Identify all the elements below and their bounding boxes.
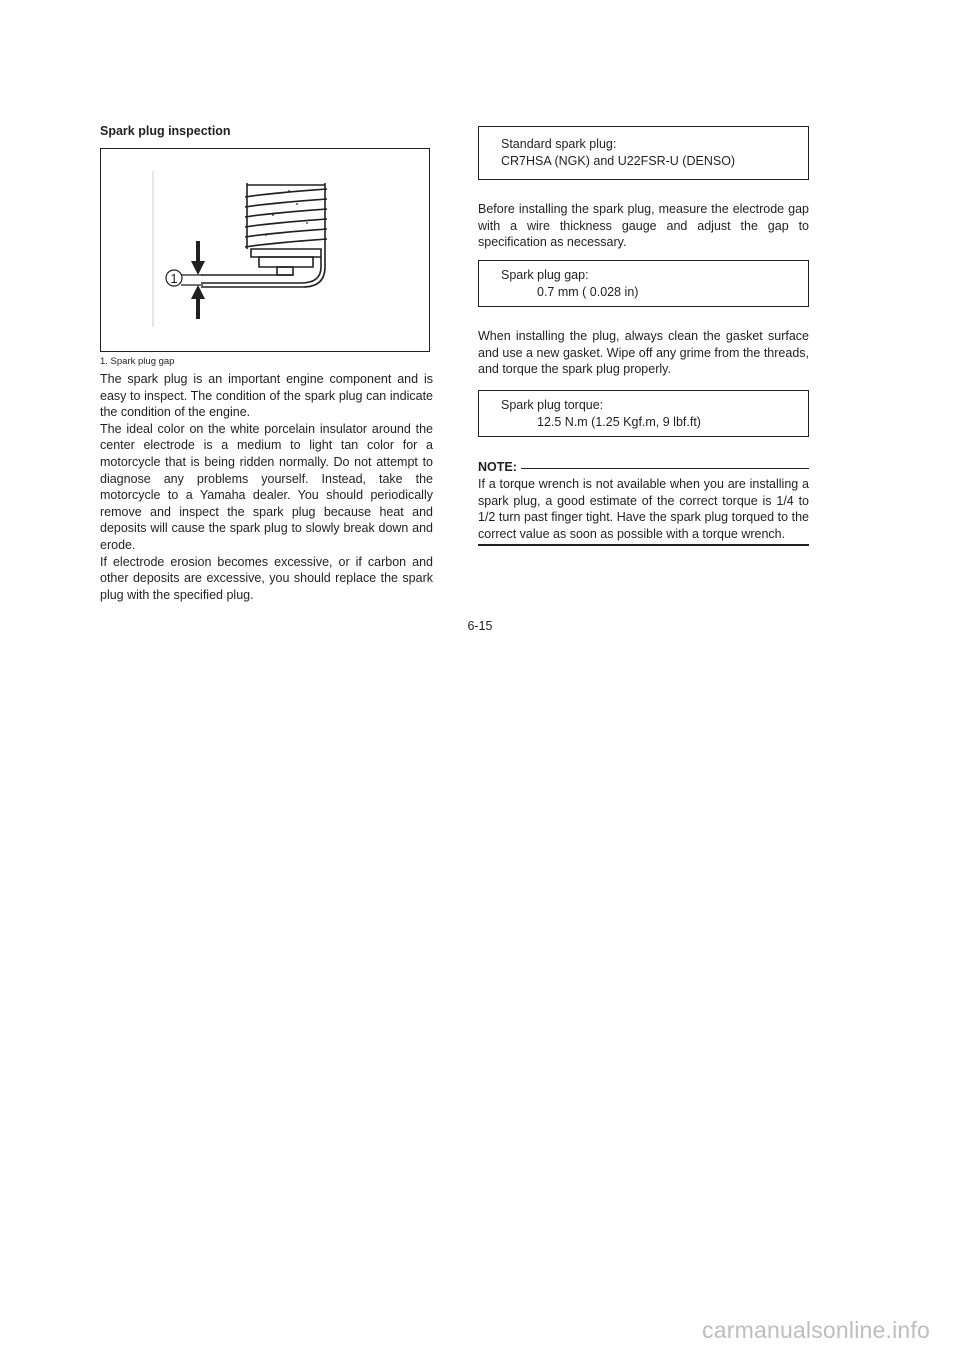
note-rule [521,468,809,470]
spec-value: 0.7 mm ( 0.028 in) [537,285,639,299]
left-column-text [100,371,433,603]
figure-caption: 1. Spark plug gap [100,356,175,367]
note-label: NOTE: [478,460,517,474]
callout-number: 1 [170,271,178,286]
page-number: 6-15 [467,619,493,633]
note-text: If a torque wrench is not available when you are installing a spark plug, a good estimate of the correct torque is 1/4 to 1/2 turn past finger tight. Have the spark plug torqued to the correct value as soon as possible with a torque wrench. [478,477,809,541]
spark-plug-figure [100,148,430,352]
spec-box-standard-plug [478,126,809,180]
paragraph-measure-gap: Before installing the spark plug, measure the electrode gap with a wire thickness gauge and adjust the gap to specification as necessary. [478,202,809,250]
spec-label: Spark plug torque: [501,398,604,412]
paragraph-installing: When installing the plug, always clean the gasket surface and use a new gasket. Wipe off any grime from the threads, and torque the spark plug properly. [478,329,809,377]
note-end-rule [478,544,809,546]
gap-arrow-bottom [191,285,205,319]
note-heading [478,460,809,474]
spec-value: CR7HSA (NGK) and U22FSR-U (DENSO) [501,154,736,168]
spec-box-torque [478,390,809,437]
spark-plug-threads [245,183,327,249]
paragraph-ideal-color: The ideal color on the white porcelain insulator around the center electrode is a medium to light tan color for a motorcycle that is being ridden normally. Do not attempt to diagnose any problems yourself. Instead, take the motorcycle to a Yamaha dealer. You should periodically remove and inspect the spark plug because heat and deposits will cause the spark plug to slowly break down and erode. [100,421,433,552]
spec-value: 12.5 N.m (1.25 Kgf.m, 9 lbf.ft) [537,415,701,429]
spark-plug-gap-diagram [101,149,431,353]
section-title: Spark plug inspection [100,124,231,138]
watermark: carmanualsonline.info [702,1317,930,1343]
paragraph-intro: The spark plug is an important engine component and is easy to inspect. The condition of the spark plug can indicate the condition of the engine. [100,372,433,420]
spec-label: Spark plug gap: [501,268,589,282]
spec-label: Standard spark plug: [501,137,617,151]
spec-box-gap [478,260,809,307]
gap-arrow-top [191,241,205,275]
paragraph-erosion: If electrode erosion becomes excessive, or if carbon and other deposits are excessive, you should replace the spark plug with the specified plug. [100,554,433,602]
